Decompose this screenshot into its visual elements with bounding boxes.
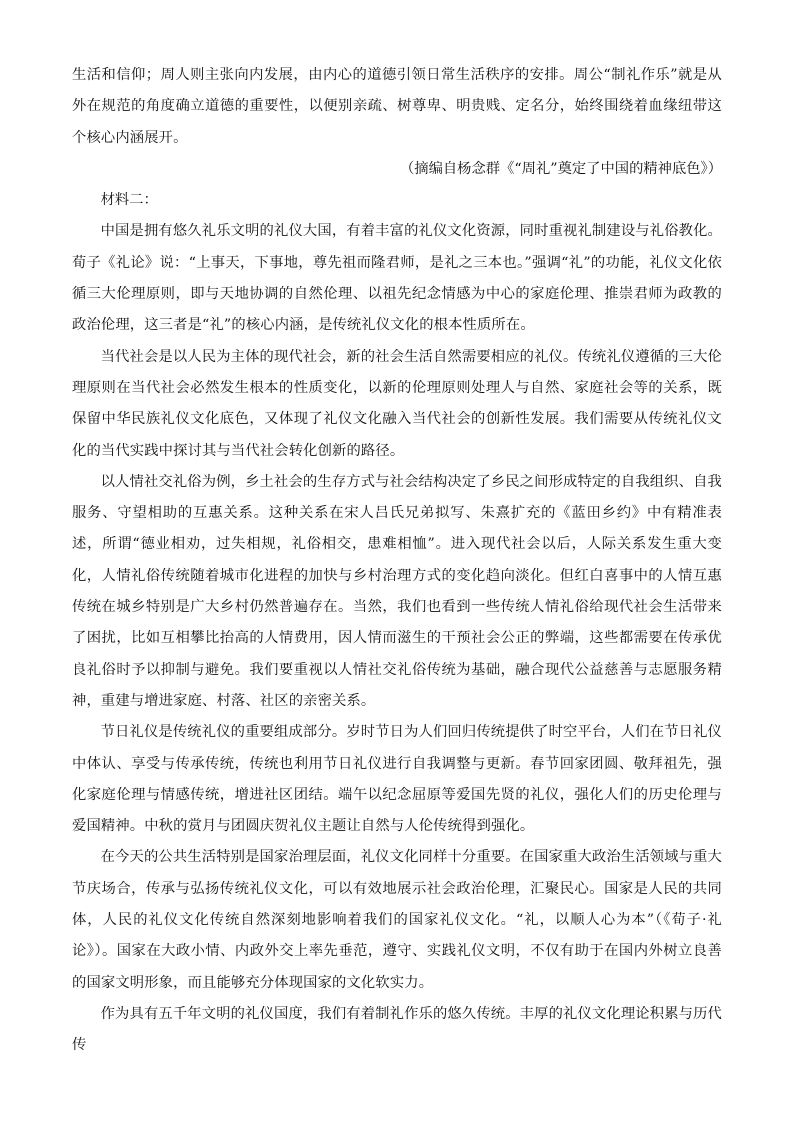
material-label: 材料二： — [100, 192, 158, 209]
source-citation: （摘编自杨念群《“周礼”奠定了中国的精神底色》） — [400, 160, 722, 177]
paragraph-3: 以人情社交礼俗为例，乡土社会的生存方式与社会结构决定了乡民之间形成特定的自我组织、自我服务、守望相助的互惠关系。这种关系在宋人吕氏兄弟拟写、朱熹扩充的《蓝田乡约》中有精准表述，所谓“德业相劝，过失相规，礼俗相交，患难相恤”。进入现代社会以后，人际关系发生重大变化，人情礼俗传统随着城市化进程的加快与乡村治理方式的变化趋向淡化。但红白喜事中的人情互惠传统在城乡特别是广大乡村仍然普遍存在。当然，我们也看到一些传统人情礼俗给现代社会生活带来了困扰，比如互相攀比抬高的人情费用，因人情而滋生的干预社会公正的弊端，这些都需要在传承优良礼俗时予以抑制与避免。我们要重视以人情社交礼俗传统为基础，融合现代公益慈善与志愿服务精神，重建与增进家庭、村落、社区的亲密关系。 — [72, 473, 722, 709]
paragraph-2: 当代社会是以人民为主体的现代社会，新的社会生活自然需要相应的礼仪。传统礼仪遵循的三大伦理原则在当代社会必然发生根本的性质变化，以新的伦理原则处理人与自然、家庭社会等的关系，既保留中华民族礼仪文化底色，又体现了礼仪文化融入当代社会的创新性发展。我们需要从传统礼仪文化的当代实践中探讨其与当代社会转化创新的路径。 — [72, 348, 722, 459]
document-page — [72, 60, 722, 1062]
paragraph-6: 作为具有五千年文明的礼仪国度，我们有着制礼作乐的悠久传统。丰厚的礼仪文化理论积累与历代传 — [72, 1005, 722, 1054]
paragraph-1: 中国是拥有悠久礼乐文明的礼仪大国，有着丰富的礼仪文化资源，同时重视礼制建设与礼俗教化。荀子《礼论》说：“上事天，下事地，尊先祖而隆君师，是礼之三本也。”强调“礼”的功能，礼仪文化依循三大伦理原则，即与天地协调的自然伦理、以祖先纪念情感为中心的家庭伦理、推崇君师为政教的政治伦理，这三者是“礼”的核心内涵，是传统礼仪文化的根本性质所在。 — [72, 223, 722, 334]
paragraph-4: 节日礼仪是传统礼仪的重要组成部分。岁时节日为人们回归传统提供了时空平台，人们在节日礼仪中体认、享受与传承传统，传统也利用节日礼仪进行自我调整与更新。春节回家团圆、敬拜祖先，强化家庭伦理与情感传统，增进社区团结。端午以纪念屈原等爱国先贤的礼仪，强化人们的历史伦理与爱国精神。中秋的赏月与团圆庆贺礼仪主题让自然与人伦传统得到强化。 — [72, 724, 722, 835]
paragraph-continued: 生活和信仰；周人则主张向内发展，由内心的道德引领日常生活秩序的安排。周公“制礼作乐”就是从外在规范的角度确立道德的重要性，以便别亲疏、树尊卑、明贵贱、定名分，始终围绕着血缘纽带这个核心内涵展开。 — [72, 67, 722, 146]
paragraph-5: 在今天的公共生活特别是国家治理层面，礼仪文化同样十分重要。在国家重大政治生活领域与重大节庆场合，传承与弘扬传统礼仪文化，可以有效地展示社会政治伦理，汇聚民心。国家是人民的共同体，人民的礼仪文化传统自然深刻地影响着我们的国家礼仪文化。“礼，以顺人心为本”（《荀子·礼论》）。国家在大政小情、内政外交上率先垂范，遵守、实践礼仪文明，不仅有助于在国内外树立良善的国家文明形象，而且能够充分体现国家的文化软实力。 — [72, 849, 722, 991]
